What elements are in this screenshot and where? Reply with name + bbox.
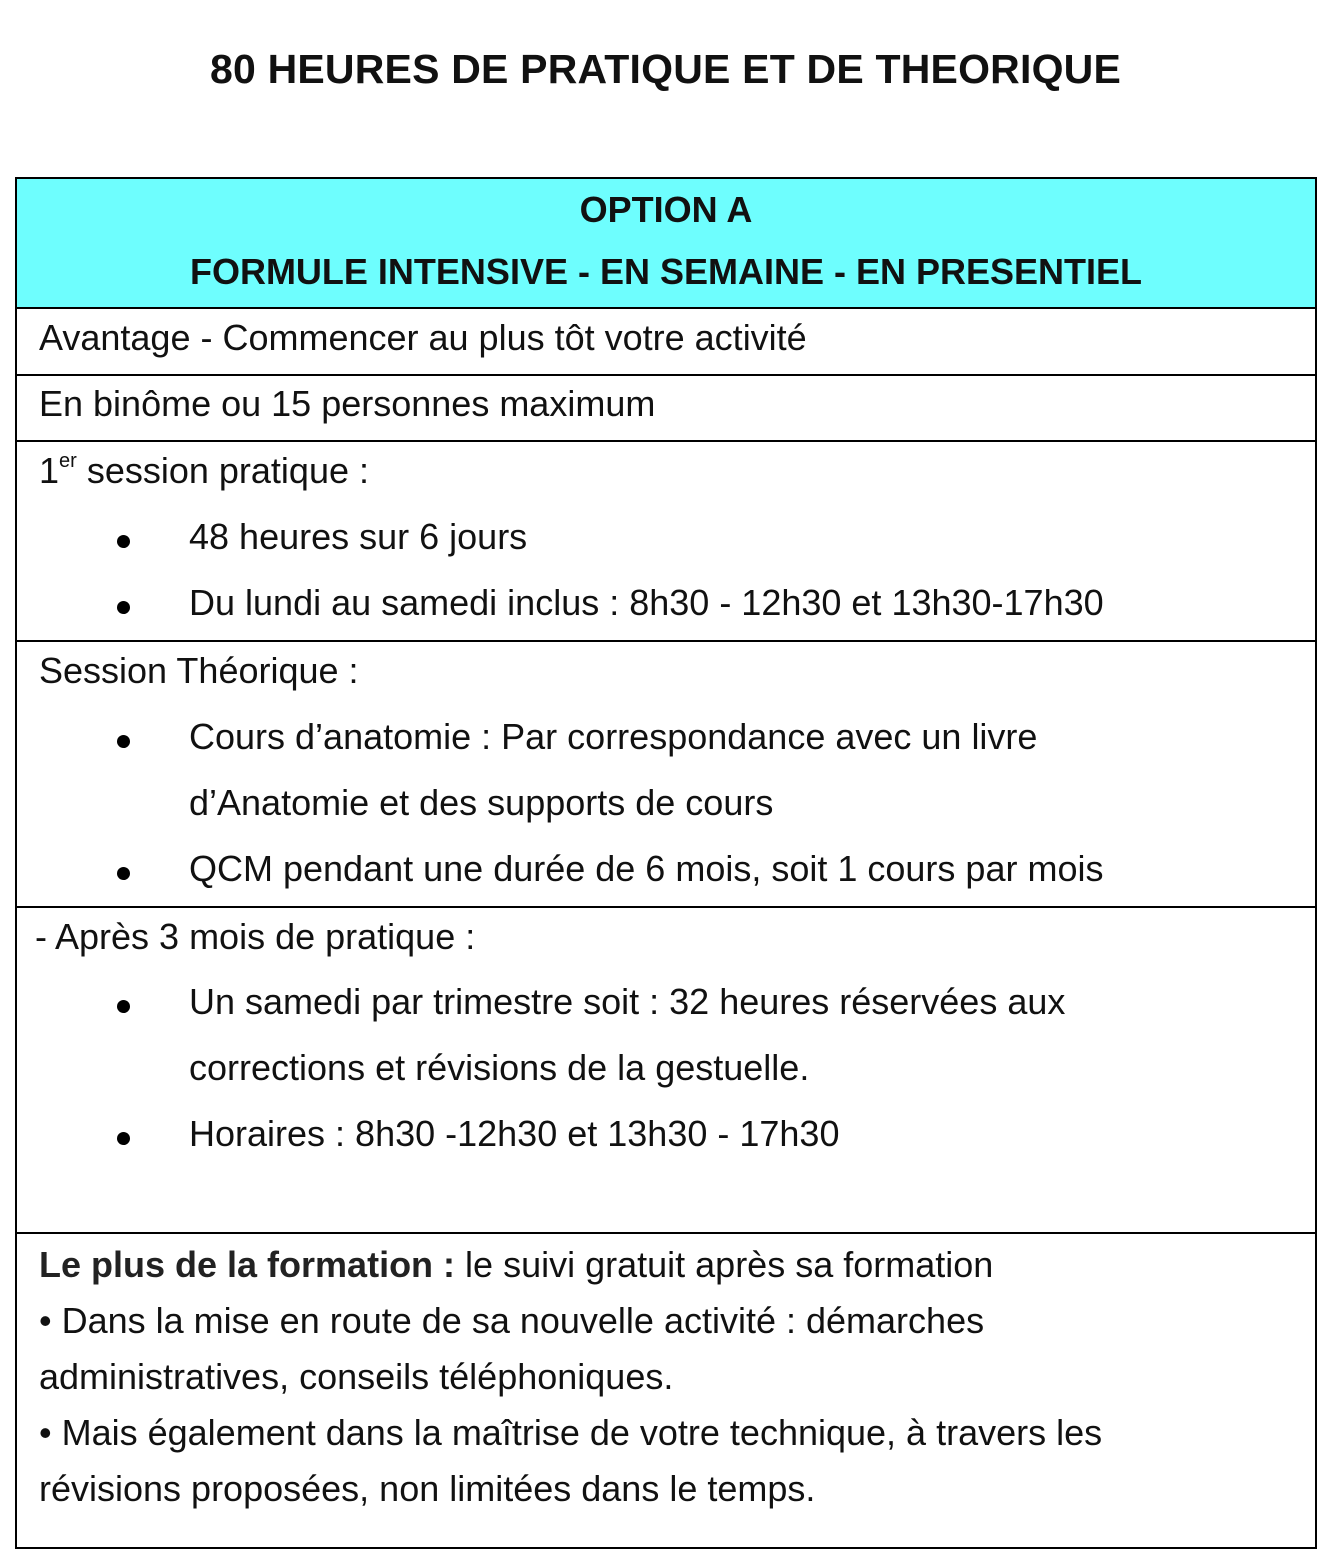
- apres-pratique-heading: - Après 3 mois de pratique :: [35, 916, 476, 957]
- le-plus-line: • Mais également dans la maîtrise de votre technique, à travers les: [39, 1412, 1103, 1453]
- page-title: 80 HEURES DE PRATIQUE ET DE THEORIQUE: [209, 46, 1122, 92]
- bullet-icon: [117, 867, 130, 880]
- heading-number: 1: [39, 450, 60, 491]
- le-plus-line: administratives, conseils téléphoniques.: [39, 1356, 674, 1397]
- list-item: Du lundi au samedi inclus : 8h30 - 12h30 et 13h30-17h30: [189, 582, 1104, 623]
- list-item-continuation: corrections et révisions de la gestuelle.: [189, 1047, 810, 1088]
- heading-superscript: er: [59, 450, 77, 472]
- groupe-text: En binôme ou 15 personnes maximum: [39, 383, 656, 424]
- row-le-plus: [17, 1234, 1315, 1547]
- list-item: Un samedi par trimestre soit : 32 heures réservées aux: [189, 981, 1066, 1022]
- bullet-icon: [117, 1132, 130, 1145]
- row-apres-pratique: [17, 908, 1315, 1234]
- list-item: 48 heures sur 6 jours: [189, 516, 528, 557]
- formula-label: FORMULE INTENSIVE - EN SEMAINE - EN PRESENTIEL: [189, 251, 1143, 292]
- bullet-icon: [117, 535, 130, 548]
- row-session-pratique: [17, 442, 1315, 642]
- session-pratique-heading: [39, 450, 369, 492]
- list-item-continuation: d’Anatomie et des supports de cours: [189, 782, 774, 823]
- le-plus-lead: Le plus de la formation :: [39, 1244, 456, 1285]
- list-item: Cours d’anatomie : Par correspondance avec un livre: [189, 716, 1038, 757]
- list-item: QCM pendant une durée de 6 mois, soit 1 cours par mois: [189, 848, 1104, 889]
- le-plus-lead-rest: le suivi gratuit après sa formation: [455, 1244, 994, 1285]
- table-header: [17, 179, 1315, 309]
- option-table: [15, 177, 1317, 1549]
- list-item: Horaires : 8h30 -12h30 et 13h30 - 17h30: [189, 1113, 840, 1154]
- option-label: OPTION A: [579, 189, 753, 230]
- le-plus-line: • Dans la mise en route de sa nouvelle activité : démarches: [39, 1300, 985, 1341]
- row-avantage: [17, 309, 1315, 376]
- heading-text: session pratique :: [76, 450, 369, 491]
- bullet-icon: [117, 1000, 130, 1013]
- avantage-text: Avantage - Commencer au plus tôt votre activité: [39, 317, 807, 358]
- bullet-icon: [117, 601, 130, 614]
- row-session-theorique: [17, 642, 1315, 908]
- le-plus-heading: [39, 1244, 993, 1286]
- session-theorique-heading: Session Théorique :: [39, 650, 359, 691]
- le-plus-line: révisions proposées, non limitées dans le temps.: [39, 1468, 816, 1509]
- row-groupe: [17, 376, 1315, 442]
- bullet-icon: [117, 735, 130, 748]
